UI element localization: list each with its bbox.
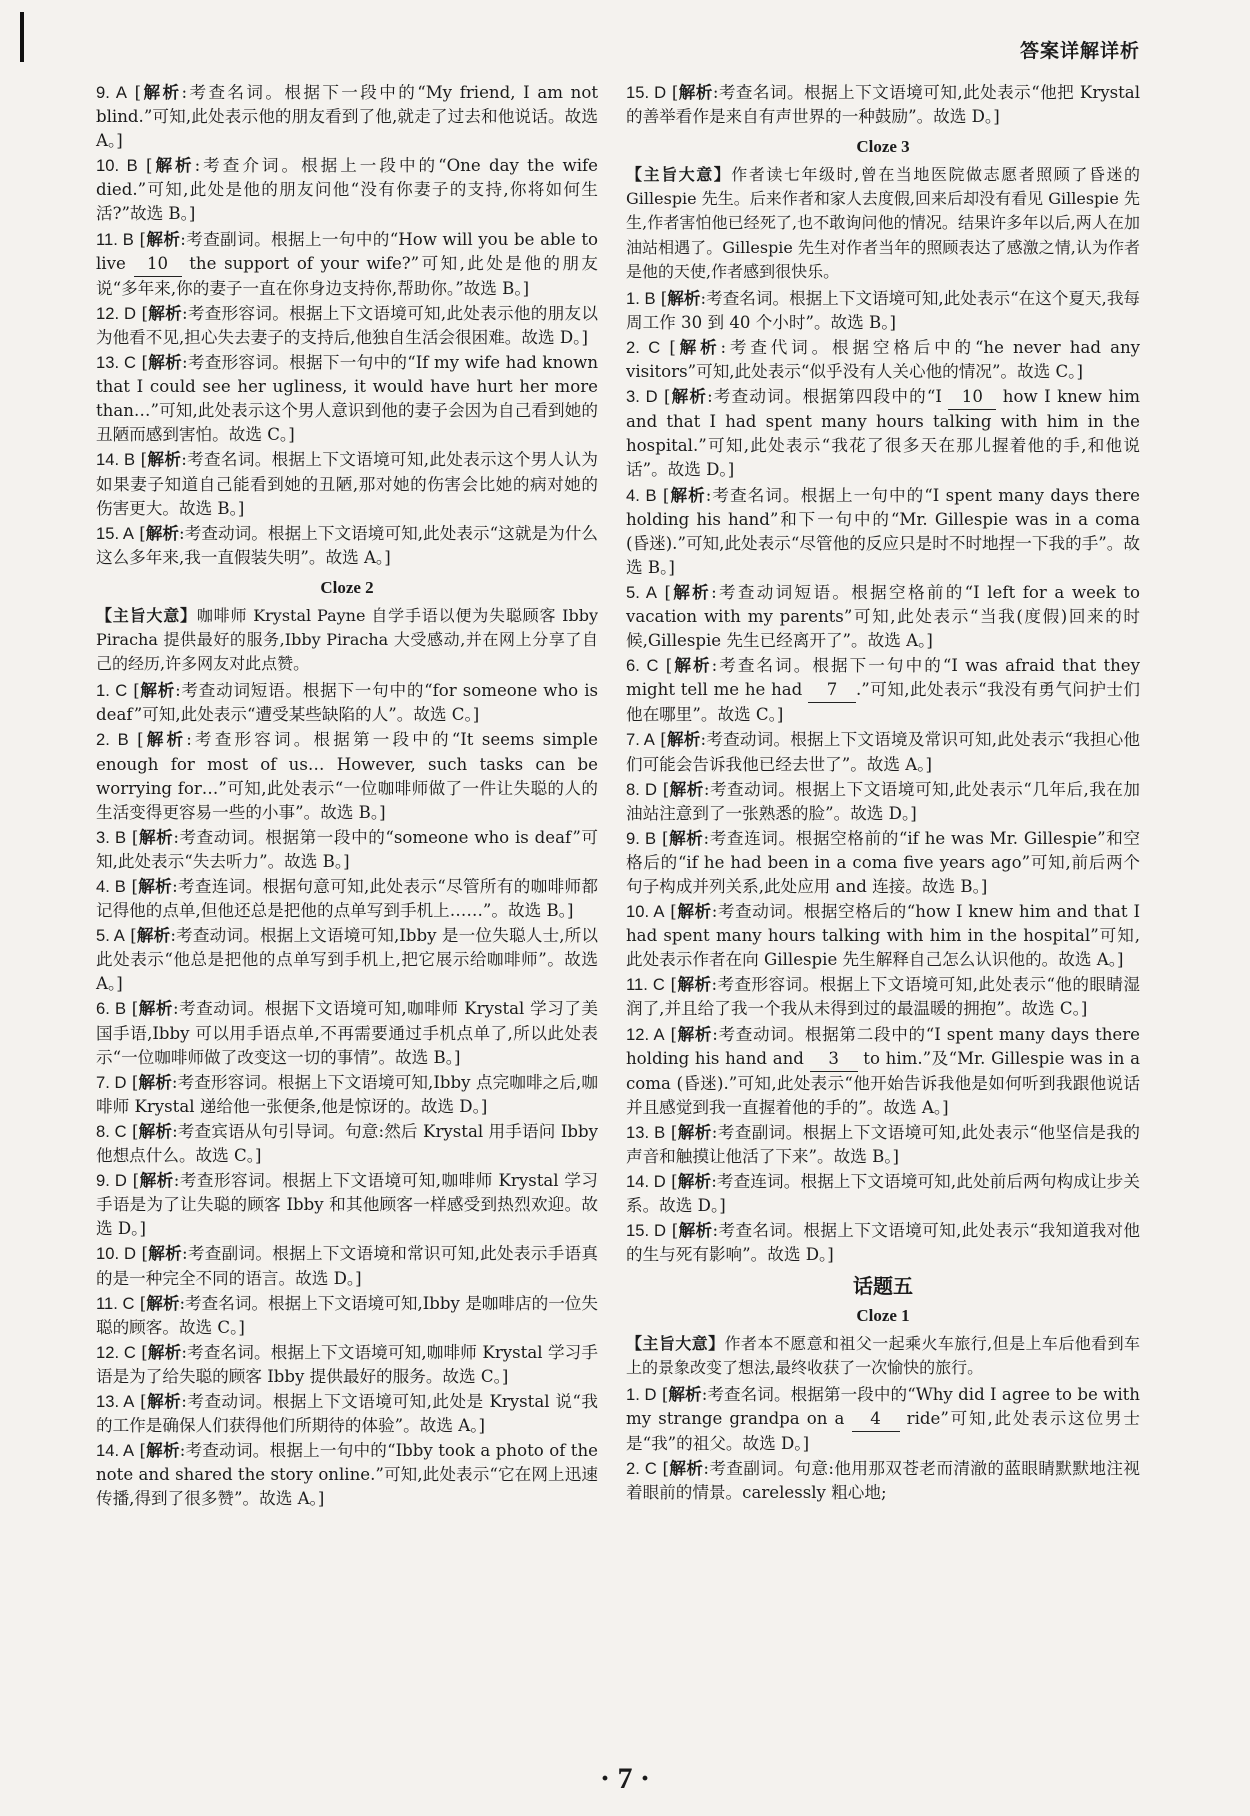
analysis-text-pre: 考查名词。根据下一句中的“I was afraid that they might tell me he had (626, 656, 1141, 700)
analysis-label: 解析 (146, 1390, 182, 1411)
answer-item: 6. B [解析:考查动词。根据下文语境可知,咖啡师 Krystal 学习了美国手语,Ibby 可以用手语点单,不再需要通过手机点单了,所以此处表示“一位咖啡师做了改变这一切的事情”。故选 B。] (96, 998, 598, 1067)
analysis-label: 解析 (138, 998, 173, 1019)
summary-label: 【主旨大意】 (626, 165, 732, 185)
analysis-text-post: ride”可知,此处表示这位男士是“我”的祖父。故选 D。] (626, 1408, 1140, 1454)
analysis-label: 解析 (137, 876, 173, 896)
analysis-label: 解析 (139, 680, 176, 701)
analysis-text: 考查动词短语。根据空格前的“I left for a week to vacation with my parents”可知,此处表示“当我(度假)回来的时候,Gillespie 先生已经离开了”。故选 A。] (626, 582, 1141, 651)
answer-number: 13. A (96, 1391, 135, 1411)
answer-item: 5. A [解析:考查动词。根据上文语境可知,Ibby 是一位失聪人士,所以此处表示“他总是把他的点单写到手机上,把它展示给咖啡师”。故选 A。] (96, 925, 599, 994)
analysis-text: 考查名词。根据上下文语境可知,Ibby 是咖啡店的一位失聪的顾客。故选 C。] (96, 1293, 599, 1337)
analysis-label: 解析 (670, 386, 708, 407)
analysis-text: 考查动词。根据上文语境可知,Ibby 是一位失聪人士,所以此处表示“他总是把他的点单写到手机上,把它展示给咖啡师”。故选 A。] (96, 926, 599, 994)
blank-reference: 7 (808, 678, 856, 703)
analysis-text: 考查动词。根据下文语境可知,咖啡师 Krystal 学习了美国手语,Ibby 可以用手语点单,不再需要通过手机点单了,所以此处表示“一位咖啡师做了改变这一切的事情”。故选 B。] (96, 999, 598, 1067)
analysis-label: 解析 (669, 778, 704, 799)
analysis-label: 解析 (670, 581, 712, 602)
analysis-text: 考查形容词。根据上下文语境可知,Ibby 点完咖啡之后,咖啡师 Krystal 递给他一张便条,他是惊讶的。故选 D。] (96, 1072, 599, 1116)
blank-reference: 4 (852, 1407, 900, 1432)
analysis-text: 考查副词。根据上下文语境可知,此处表示“他坚信是我的声音和触摸让他活了下来”。故选 B。] (626, 1122, 1141, 1167)
answer-item: 9. A [解析:考查名词。根据下一段中的“My friend, I am not blind.”可知,此处表示他的朋友看到了他,就走了过去和他说话。故选 A。] (96, 82, 599, 151)
analysis-text: 考查连词。根据上下文语境可知,此处前后两句构成让步关系。故选 D。] (626, 1172, 1140, 1216)
answer-number: 1. B (626, 288, 656, 308)
analysis-label: 解析 (138, 1120, 173, 1141)
answer-item: 11. C [解析:考查形容词。根据上下文语境可知,此处表示“他的眼睛湿润了,并且给了我一个我从未得到过的最温暖的拥抱”。故选 C。] (626, 974, 1141, 1019)
analysis-label: 解析 (678, 1220, 713, 1241)
analysis-label: 解析 (145, 522, 180, 543)
analysis-label: 解析 (672, 655, 712, 676)
answer-item: 11. B [解析:考查副词。根据上一句中的“How will you be able to live 10 the support of your wife?”可知,此处是他的朋友说“多年来,你的妻子一直在你身边支持你,帮助你。”故选 B。] (96, 228, 599, 298)
answer-item: 2. B [解析:考查形容词。根据第一段中的“It seems simple enough for most of us… However, such tasks can be worrying for…”可知,此处表示“一位咖啡师做了一件让失聪的人的生活变得更容易一些的小事”。故选 B。] (96, 729, 598, 822)
analysis-text-pre: 考查动词。根据第四段中的“I (712, 387, 949, 407)
analysis-text-post: to him.”及“Mr. Gillespie was in a coma (昏迷).”可知,此处表示“他开始告诉我他是如何听到我跟他说话并且感觉到我一直握着他的手的”。故选 A。] (626, 1048, 1140, 1117)
answer-item: 13. C [解析:考查形容词。根据下一句中的“If my wife had known that I could see her ugliness, it would have hurt her more than…”可知,此处表示这个男人意识到他的妻子会因为自己看到她的丑陋而感到害怕。故选 C。] (96, 352, 599, 445)
answer-number: 8. C (96, 1121, 127, 1141)
answer-number: 7. A (626, 730, 655, 750)
analysis-text: 考查连词。根据空格前的“if he was Mr. Gillespie”和空格后的“if he had been in a coma five years ago”可知,前后两个句子构成并列关系,此处应用 and 连接。故选 B。] (626, 828, 1140, 896)
answer-item: 12. C [解析:考查名词。根据上下文语境可知,咖啡师 Krystal 学习手语是为了给失聪的顾客 Ibby 提供最好的服务。故选 C。] (96, 1341, 599, 1386)
analysis-text-pre: 考查副词。根据上一句中的“How will you be able to live (96, 229, 599, 273)
analysis-text: 考查动词。根据上下文语境可知,此处是 Krystal 说“我的工作是确保人们获得他们所期待的体验”。故选 A。] (96, 1391, 598, 1436)
answer-item: 6. C [解析:考查名词。根据下一句中的“I was afraid that they might tell me he had 7 .”可知,此处表示“我没有勇气问护士们他在哪里”。故选 C。] (626, 655, 1141, 725)
summary-paragraph (626, 163, 1140, 283)
analysis-label: 解析 (143, 729, 187, 750)
answer-item: 8. C [解析:考查宾语从句引导词。句意:然后 Krystal 用手语问 Ibby 他想点什么。故选 C。] (96, 1120, 599, 1166)
answer-number: 10. A (626, 902, 665, 922)
analysis-label: 解析 (147, 1341, 182, 1362)
answer-number: 6. B (96, 999, 127, 1019)
answer-item: 10. D [解析:考查副词。根据上下文语境和常识可知,此处表示手语真的是一种完全不同的语言。故选 D。] (96, 1243, 598, 1288)
topic-title: 话题五 (853, 1273, 913, 1298)
analysis-label: 解析 (146, 1292, 180, 1313)
answer-item: 7. A [解析:考查动词。根据上下文语境及常识可知,此处表示“我担心他们可能会告诉我他已经去世了”。故选 A。] (626, 729, 1140, 774)
analysis-label: 解析 (147, 302, 182, 323)
analysis-label: 解析 (667, 287, 701, 308)
answer-item: 1. B [解析:考查名词。根据上下文语境可知,此处表示“在这个夏天,我每周工作 30 到 40 个小时”。故选 B。] (626, 287, 1141, 332)
answer-item: 14. D [解析:考查连词。根据上下文语境可知,此处前后两句构成让步关系。故选 D。] (626, 1171, 1140, 1216)
running-header: 答案详解详析 (1019, 40, 1140, 62)
analysis-text-pre: 考查动词。根据第二段中的“I spent many days there holding his hand and (626, 1024, 1140, 1068)
answer-number: 5. A (96, 926, 125, 946)
analysis-label: 解析 (677, 1121, 712, 1142)
analysis-label: 解析 (668, 827, 704, 848)
answer-item: 1. D [解析:考查名词。根据第一段中的“Why did I agree to be with my strange grandpa on a 4 ride”可知,此处表示这位男士是“我”的祖父。故选 D。] (626, 1383, 1140, 1454)
answer-number: 14. A (96, 1441, 135, 1461)
analysis-label: 解析 (147, 352, 183, 373)
analysis-text: 考查副词。根据上下文语境和常识可知,此处表示手语真的是一种完全不同的语言。故选 D。] (96, 1244, 598, 1288)
answer-number: 12. A (626, 1024, 665, 1044)
answer-item: 7. D [解析:考查形容词。根据上下文语境可知,Ibby 点完咖啡之后,咖啡师 Krystal 递给他一张便条,他是惊讶的。故选 D。] (96, 1071, 599, 1116)
analysis-text: 考查名词。根据上下文语境可知,此处表示“他把 Krystal 的善举看作是来自有声世界的一种鼓励”。故选 D。] (626, 83, 1141, 127)
answer-item: 9. D [解析:考查形容词。根据上下文语境可知,咖啡师 Krystal 学习手语是为了让失聪的顾客 Ibby 和其他顾客一样感受到热烈欢迎。故选 D。] (96, 1170, 599, 1239)
answer-item: 12. A [解析:考查动词。根据第二段中的“I spent many days there holding his hand and 3 to him.”及“Mr. Gillespie was in a coma (昏迷).”可知,此处表示“他开始告诉我他是如何听到我跟他说话并且感觉到我一直握着他的手的”。故选 A。] (626, 1023, 1140, 1117)
answer-number: 11. C (626, 975, 665, 995)
answer-item: 2. C [解析:考查代词。根据空格后中的“he never had any visitors”可知,此处表示“似乎没有人关心他的情况”。故选 C。] (626, 336, 1141, 382)
answer-item: 3. B [解析:考查动词。根据第一段中的“someone who is deaf”可知,此处表示“失去听力”。故选 B。] (96, 826, 599, 871)
answer-number: 6. C (626, 656, 659, 676)
answer-number: 2. B (96, 730, 129, 750)
answer-item: 15. D [解析:考查名词。根据上下文语境可知,此处表示“他把 Krystal 的善举看作是来自有声世界的一种鼓励”。故选 D。] (626, 82, 1141, 127)
answer-item: 4. B [解析:考查名词。根据上一句中的“I spent many days there holding his hand”和下一句中的“Mr. Gillespie was in a coma (昏迷).”可知,此处表示“尽管他的反应只是时不时地捏一下我的手”。故选 B。] (626, 484, 1140, 577)
answer-number: 2. C (626, 337, 661, 357)
answer-number: 15. A (96, 523, 134, 543)
left-margin-rule (20, 12, 24, 62)
answer-number: 13. B (626, 1122, 666, 1142)
blank-reference: 3 (810, 1047, 858, 1072)
section-title: Cloze 1 (856, 1305, 910, 1325)
answer-item: 15. D [解析:考查名词。根据上下文语境可知,此处表示“我知道我对他的生与死有影响”。故选 D。] (626, 1220, 1140, 1265)
analysis-label: 解析 (666, 729, 701, 750)
analysis-text: 考查形容词。根据第一段中的“It seems simple enough for most of us… However, such tasks can be worrying for…”可知,此处表示“一位咖啡师做了一件让失聪的人的生活变得更容易一些的小事”。故选 B。] (96, 730, 598, 822)
answer-number: 10. D (96, 1244, 136, 1264)
answer-number: 14. B (96, 450, 136, 470)
analysis-text: 考查名词。根据上下文语境可知,咖啡师 Krystal 学习手语是为了给失聪的顾客 Ibby 提供最好的服务。故选 C。] (96, 1342, 599, 1386)
analysis-text: 考查代词。根据空格后中的“he never had any visitors”可知,此处表示“似乎没有人关心他的情况”。故选 C。] (626, 337, 1141, 382)
blank-reference: 10 (134, 252, 182, 277)
answer-number: 7. D (96, 1072, 127, 1092)
answer-number: 1. D (626, 1384, 657, 1404)
answer-item: 1. C [解析:考查动词短语。根据下一句中的“for someone who is deaf”可知,此处表示“遭受某些缺陷的人”。故选 C。] (96, 680, 599, 725)
answer-number: 12. D (96, 303, 136, 323)
analysis-label: 解析 (669, 484, 706, 505)
analysis-label: 解析 (138, 826, 174, 847)
answer-number: 12. C (96, 1342, 136, 1362)
analysis-text: 考查形容词。根据上下文语境可知,此处表示“他的眼睛湿润了,并且给了我一个我从未得到过的最温暖的拥抱”。故选 C。] (626, 975, 1141, 1019)
analysis-label: 解析 (678, 82, 713, 102)
answer-number: 15. D (626, 1221, 667, 1241)
answer-number: 11. B (96, 229, 134, 249)
page-number: · 7 · (599, 1762, 650, 1795)
answer-number: 13. C (96, 353, 136, 373)
analysis-text: 考查名词。根据下一段中的“My friend, I am not blind.”可知,此处表示他的朋友看到了他,就走了过去和他说话。故选 A。] (96, 83, 599, 151)
answer-item: 8. D [解析:考查动词。根据上下文语境可知,此处表示“几年后,我在加油站注意到了一张熟悉的脸”。故选 D。] (626, 778, 1141, 823)
analysis-text: 考查动词。根据上一句中的“Ibby took a photo of the note and shared the story online.”可知,此处表示“它在网上迅速传播,得到了很多赞”。故选 A。] (96, 1441, 598, 1509)
analysis-text: 考查动词。根据上下文语境可知,此处表示“这就是为什么这么多年来,我一直假装失明”。故选 A。] (96, 523, 598, 567)
analysis-label: 解析 (147, 1243, 182, 1264)
answer-number: 5. A (626, 582, 657, 602)
answer-item: 13. A [解析:考查动词。根据上下文语境可知,此处是 Krystal 说“我的工作是确保人们获得他们所期待的体验”。故选 A。] (96, 1390, 598, 1436)
analysis-text: 考查连词。根据句意可知,此处表示“尽管所有的咖啡师都记得他的点单,但他还总是把他的点单写到手机上……”。故选 B。] (96, 877, 598, 921)
analysis-text: 考查名词。根据上一句中的“I spent many days there holding his hand”和下一句中的“Mr. Gillespie was in a coma (昏迷).”可知,此处表示“尽管他的反应只是时不时地捏一下我的手”。故选 B。] (626, 485, 1140, 577)
answer-item: 14. B [解析:考查名词。根据上下文语境可知,此处表示这个男人认为如果妻子知道自己能看到她的丑陋,那对她的伤害会比她的病对她的伤害更大。故选 B。] (96, 449, 599, 518)
analysis-label: 解析 (669, 1458, 704, 1479)
right-column (626, 80, 1140, 1505)
answer-item: 13. B [解析:考查副词。根据上下文语境可知,此处表示“他坚信是我的声音和触摸让他活了下来”。故选 B。] (626, 1121, 1141, 1167)
blank-reference: 10 (948, 385, 996, 410)
answer-item: 5. A [解析:考查动词短语。根据空格前的“I left for a week to vacation with my parents”可知,此处表示“当我(度假)回来的时候,Gillespie 先生已经离开了”。故选 A。] (626, 581, 1141, 651)
summary-paragraph (96, 604, 598, 676)
analysis-label: 解析 (136, 925, 171, 946)
analysis-text-post: the support of your wife?”可知,此处是他的朋友说“多年来,你的妻子一直在你身边支持你,帮助你。”故选 B。] (96, 253, 598, 298)
analysis-text: 考查形容词。根据上下文语境可知,此处表示他的朋友以为他看不见,担心失去妻子的支持后,他独自生活会很困难。故选 D。] (96, 303, 598, 347)
answer-item: 10. B [解析:考查介词。根据上一段中的“One day the wife died.”可知,此处是他的朋友问他“没有你妻子的支持,你将如何生活?”故选 B。] (96, 155, 598, 224)
analysis-text: 考查动词。根据第一段中的“someone who is deaf”可知,此处表示“失去听力”。故选 B。] (96, 827, 599, 871)
analysis-label: 解析 (147, 449, 182, 470)
answer-number: 8. D (626, 779, 657, 799)
analysis-text: 考查名词。根据上下文语境可知,此处表示“我知道我对他的生与死有影响”。故选 D。] (626, 1221, 1140, 1265)
answer-number: 3. B (96, 827, 127, 847)
analysis-label: 解析 (675, 336, 721, 357)
summary-paragraph (626, 1332, 1140, 1380)
answer-number: 2. C (626, 1459, 657, 1479)
answer-item: 12. D [解析:考查形容词。根据上下文语境可知,此处表示他的朋友以为他看不见,担心失去妻子的支持后,他独自生活会很困难。故选 D。] (96, 302, 598, 347)
answer-item: 4. B [解析:考查连词。根据句意可知,此处表示“尽管所有的咖啡师都记得他的点单,但他还总是把他的点单写到手机上……”。故选 B。] (96, 876, 598, 921)
analysis-text: 考查形容词。根据上下文语境可知,咖啡师 Krystal 学习手语是为了让失聪的顾客 Ibby 和其他顾客一样感受到热烈欢迎。故选 D。] (96, 1171, 599, 1239)
answer-item: 3. D [解析:考查动词。根据第四段中的“I 10 how I knew him and that I had spent many hours talking with him in the hospital.”可知,此处表示“我花了很多天在那儿握着他的手,和他说话”。故选 D。] (626, 386, 1141, 480)
analysis-label: 解析 (676, 901, 712, 922)
answer-number: 15. D (626, 83, 667, 102)
analysis-label: 解析 (668, 1383, 702, 1404)
analysis-text-post: how I knew him and that I had spent many hours talking with him in the hospital.”可知,此处表示“我花了很多天在那儿握着他的手,和他说话”。故选 D。] (626, 387, 1141, 480)
answer-item: 14. A [解析:考查动词。根据上一句中的“Ibby took a photo of the note and shared the story online.”可知,此处表示“它在网上迅速传播,得到了很多赞”。故选 A。] (96, 1440, 598, 1509)
answer-number: 10. B (96, 156, 138, 176)
analysis-label: 解析 (145, 1440, 180, 1461)
analysis-text: 考查动词短语。根据下一句中的“for someone who is deaf”可知,此处表示“遭受某些缺陷的人”。故选 C。] (96, 681, 599, 725)
answer-item: 10. A [解析:考查动词。根据空格后的“how I knew him and that I had spent many hours talking with him in the hospital”可知,此处表示作者在向 Gillespie 先生解释自己怎么认识他的。故选 A。] (626, 901, 1141, 970)
summary-label: 【主旨大意】 (96, 605, 197, 625)
analysis-text: 考查动词。根据空格后的“how I knew him and that I had spent many hours talking with him in the hospital”可知,此处表示作者在向 Gillespie 先生解释自己怎么认识他的。故选 A。] (626, 902, 1141, 970)
analysis-text-pre: 考查名词。根据第一段中的“Why did I agree to be with my strange grandpa on a (626, 1384, 1140, 1428)
analysis-label: 解析 (146, 228, 181, 249)
answer-item: 9. B [解析:考查连词。根据空格前的“if he was Mr. Gillespie”和空格后的“if he had been in a coma five years ago”可知,前后两个句子构成并列关系,此处应用 and 连接。故选 B。] (626, 827, 1140, 896)
analysis-text: 考查名词。根据上下文语境可知,此处表示这个男人认为如果妻子知道自己能看到她的丑陋,那对她的伤害会比她的病对她的伤害更大。故选 B。] (96, 450, 599, 518)
summary-text: 作者读七年级时,曾在当地医院做志愿者照顾了昏迷的 Gillespie 先生。后来作者和家人去度假,回来后却没有看见 Gillespie 先生,作者害怕他已经死了,也不敢询问他的情况。结果许多年以后,两人在加油站相遇了。Gillespie 先生对作者当年的照顾表达了感激之情,认为作者是他的天使,作者感到很快乐。 (626, 165, 1140, 281)
section-title: Cloze 2 (320, 577, 374, 597)
summary-text: 咖啡师 Krystal Payne 自学手语以便为失聪顾客 Ibby Piracha 提供最好的服务,Ibby Piracha 大受感动,并在网上分享了自己的经历,许多网友对此点赞。 (96, 605, 598, 674)
answer-number: 9. B (626, 828, 657, 848)
analysis-text: 考查名词。根据上下文语境可知,此处表示“在这个夏天,我每周工作 30 到 40 个小时”。故选 B。] (626, 288, 1141, 332)
answer-number: 11. C (96, 1293, 135, 1313)
answer-item: 2. C [解析:考查副词。句意:他用那双苍老而清澈的蓝眼睛默默地注视着眼前的情景。carelessly 粗心地; (626, 1458, 1140, 1503)
analysis-text-post: .”可知,此处表示“我没有勇气问护士们他在哪里”。故选 C。] (626, 680, 1141, 725)
answer-number: 4. B (96, 877, 126, 896)
section-title: Cloze 3 (856, 137, 910, 157)
answer-number: 14. D (626, 1172, 666, 1192)
summary-label: 【主旨大意】 (626, 1333, 725, 1353)
answer-number: 4. B (626, 485, 657, 505)
answer-number: 3. D (626, 387, 658, 407)
analysis-label: 解析 (677, 974, 712, 995)
analysis-text: 考查动词。根据上下文语境可知,此处表示“几年后,我在加油站注意到了一张熟悉的脸”。故选 D。] (626, 779, 1141, 823)
answer-number: 1. C (96, 681, 128, 701)
analysis-text: 考查介词。根据上一段中的“One day the wife died.”可知,此处是他的朋友问他“没有你妻子的支持,你将如何生活?”故选 B。] (96, 156, 598, 224)
analysis-text: 考查副词。句意:他用那双苍老而清澈的蓝眼睛默默地注视着眼前的情景。carelessly 粗心地; (626, 1459, 1140, 1503)
analysis-label: 解析 (139, 1170, 174, 1191)
analysis-label: 解析 (152, 155, 195, 176)
analysis-label: 解析 (138, 1071, 172, 1092)
answer-number: 9. A (96, 83, 127, 102)
answer-number: 9. D (96, 1171, 127, 1191)
left-column (96, 80, 598, 1511)
summary-text: 作者本不愿意和祖父一起乘火车旅行,但是上车后他看到车上的景象改变了想法,最终收获了一次愉快的旅行。 (626, 1333, 1140, 1377)
analysis-text: 考查宾语从句引导词。句意:然后 Krystal 用手语问 Ibby 他想点什么。故选 C。] (96, 1121, 599, 1166)
analysis-label: 解析 (677, 1171, 712, 1192)
analysis-label: 解析 (676, 1023, 713, 1044)
answer-item: 15. A [解析:考查动词。根据上下文语境可知,此处表示“这就是为什么这么多年来,我一直假装失明”。故选 A。] (96, 522, 598, 567)
answer-item: 11. C [解析:考查名词。根据上下文语境可知,Ibby 是咖啡店的一位失聪的顾客。故选 C。] (96, 1292, 599, 1337)
analysis-text: 考查形容词。根据下一句中的“If my wife had known that I could see her ugliness, it would have hurt her more than…”可知,此处表示这个男人意识到他的妻子会因为自己看到她的丑陋而感到害怕。故选 C。] (96, 353, 599, 445)
analysis-text: 考查动词。根据上下文语境及常识可知,此处表示“我担心他们可能会告诉我他已经去世了”。故选 A。] (626, 730, 1140, 774)
analysis-label: 解析 (141, 82, 182, 102)
